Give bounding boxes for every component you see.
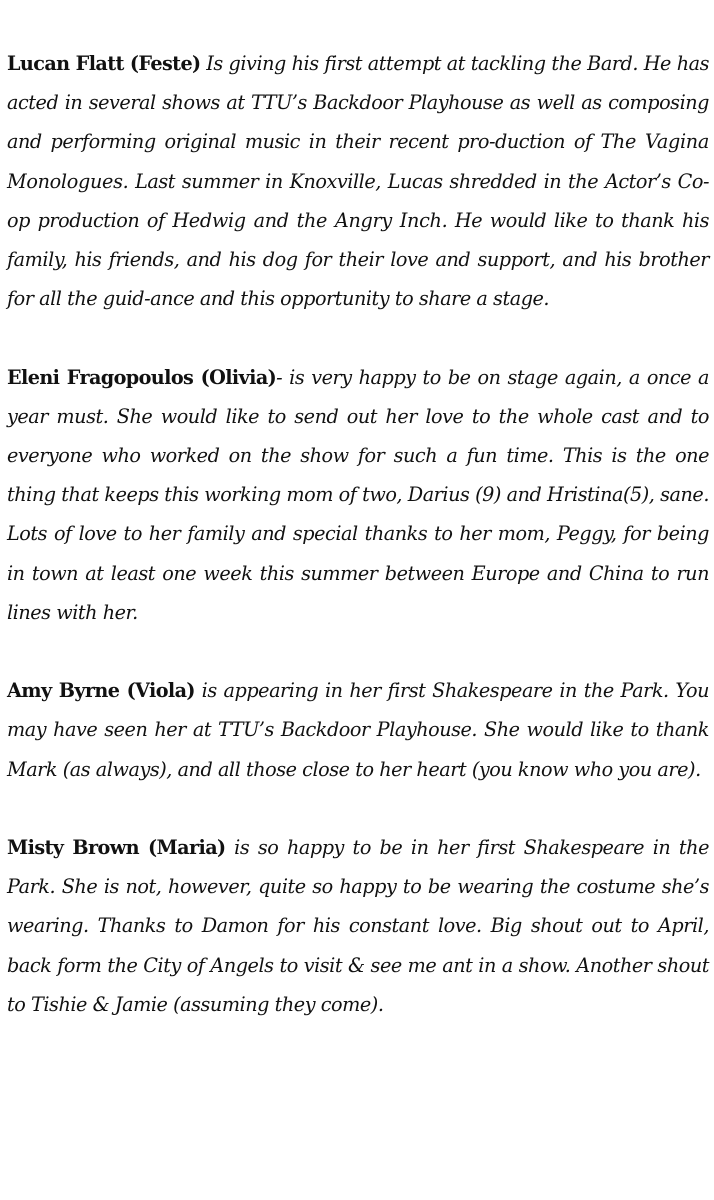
show-title: The Vagina Monologues bbox=[7, 130, 709, 193]
actor-name: Lucan Flatt (Feste) bbox=[7, 52, 201, 75]
bio-paragraph-olivia bbox=[7, 358, 709, 632]
actor-name: Eleni Fragopoulos (Olivia) bbox=[7, 365, 277, 389]
bio-paragraph-feste bbox=[7, 44, 709, 318]
bio-text: is so happy to be in her first Shakespeare in the Park. She is not, however, quite so happy to be wearing the costume she’s wearing. Thanks to Damon for his constant love. Big shout out to April, back form the City of Angels to visit & see me ant in a show. Another shout to Tishie & Jamie (assuming they come). bbox=[7, 836, 709, 1016]
bio-text: . Last summer in Knoxville, Lucas shredded in the Actor’s Co-op production of bbox=[7, 169, 709, 232]
bio-text: - is very happy to be on stage again, a once a year must. She would like to send out her love to the whole cast and to everyone who worked on the show for such a fun time. This is the one thing that keeps this working mom of two, Darius (9) and Hristina(5), sane. Lots of love to her family and special thanks to her mom, Peggy, for being in town at least one week this summer between Europe and China to run lines with her. bbox=[7, 365, 709, 624]
bio-text: Is giving his first attempt at tackling the Bard. He has acted in several shows at TTU’s Backdoor Playhouse as well as composing and performing original music in their recent pro-duction of bbox=[7, 52, 709, 154]
bio-text: is appearing in her first Shakespeare in the Park. You may have seen her at TTU’s Backdoor Playhouse. She would like to thank Mark (as always), and all those close to her heart (you know who you are). bbox=[7, 679, 709, 781]
bio-paragraph-maria bbox=[7, 828, 709, 1024]
actor-name: Misty Brown (Maria) bbox=[7, 836, 226, 860]
actor-name: Amy Byrne (Viola) bbox=[7, 679, 195, 703]
bios-column bbox=[7, 44, 709, 1063]
bio-text: . He would like to thank his family, his friends, and his dog for their love and support, and his brother for all the guid-ance and this opportunity to share a stage. bbox=[7, 208, 709, 311]
bio-paragraph-viola bbox=[7, 671, 709, 789]
show-title: Hedwig and the Angry Inch bbox=[172, 208, 442, 232]
